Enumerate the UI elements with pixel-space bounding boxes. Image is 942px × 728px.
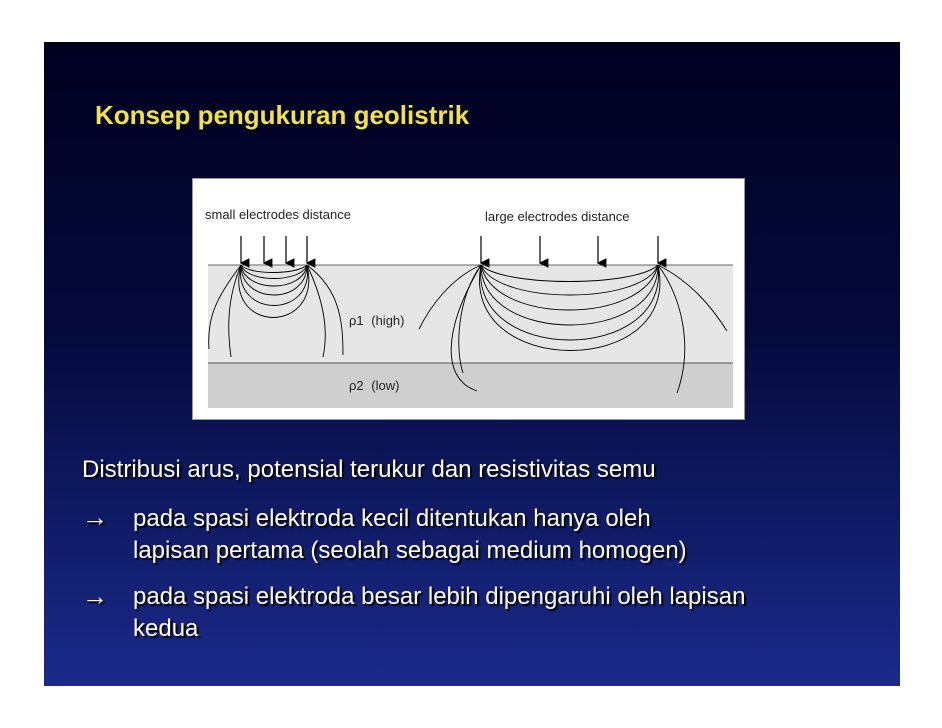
- arrow-bullet-icon: →: [82, 502, 108, 532]
- rho1-symbol: ρ1: [349, 313, 364, 328]
- rho2-symbol: ρ2: [349, 378, 364, 393]
- layer-2-low: [208, 363, 733, 408]
- label-small-electrodes: small electrodes distance: [205, 207, 351, 222]
- electrode-diagram: [192, 178, 745, 420]
- layer-1-high: [208, 265, 733, 363]
- arrow-bullet-icon: →: [82, 581, 108, 611]
- svg-text:ρ2 (low): [349, 378, 399, 393]
- large-electrode-arrows: [481, 236, 658, 263]
- bullet-2-line-1: pada spasi elektroda besar lebih dipengaruhi oleh lapisan: [133, 583, 746, 610]
- svg-text:ρ1 (high): [349, 313, 405, 328]
- lead-text: Distribusi arus, potensial terukur dan resistivitas semu: [82, 456, 656, 483]
- rho1-label: (high): [371, 313, 405, 328]
- small-electrode-arrows: [241, 236, 307, 263]
- bullet-1-line-2: lapisan pertama (seolah sebagai medium homogen): [133, 537, 687, 564]
- bullet-2-line-2: kedua: [133, 615, 199, 642]
- rho2-label: (low): [371, 378, 400, 393]
- label-large-electrodes: large electrodes distance: [485, 209, 630, 224]
- bullet-1-line-1: pada spasi elektroda kecil ditentukan hanya oleh: [133, 505, 651, 532]
- slide-title: Konsep pengukuran geolistrik: [95, 100, 470, 130]
